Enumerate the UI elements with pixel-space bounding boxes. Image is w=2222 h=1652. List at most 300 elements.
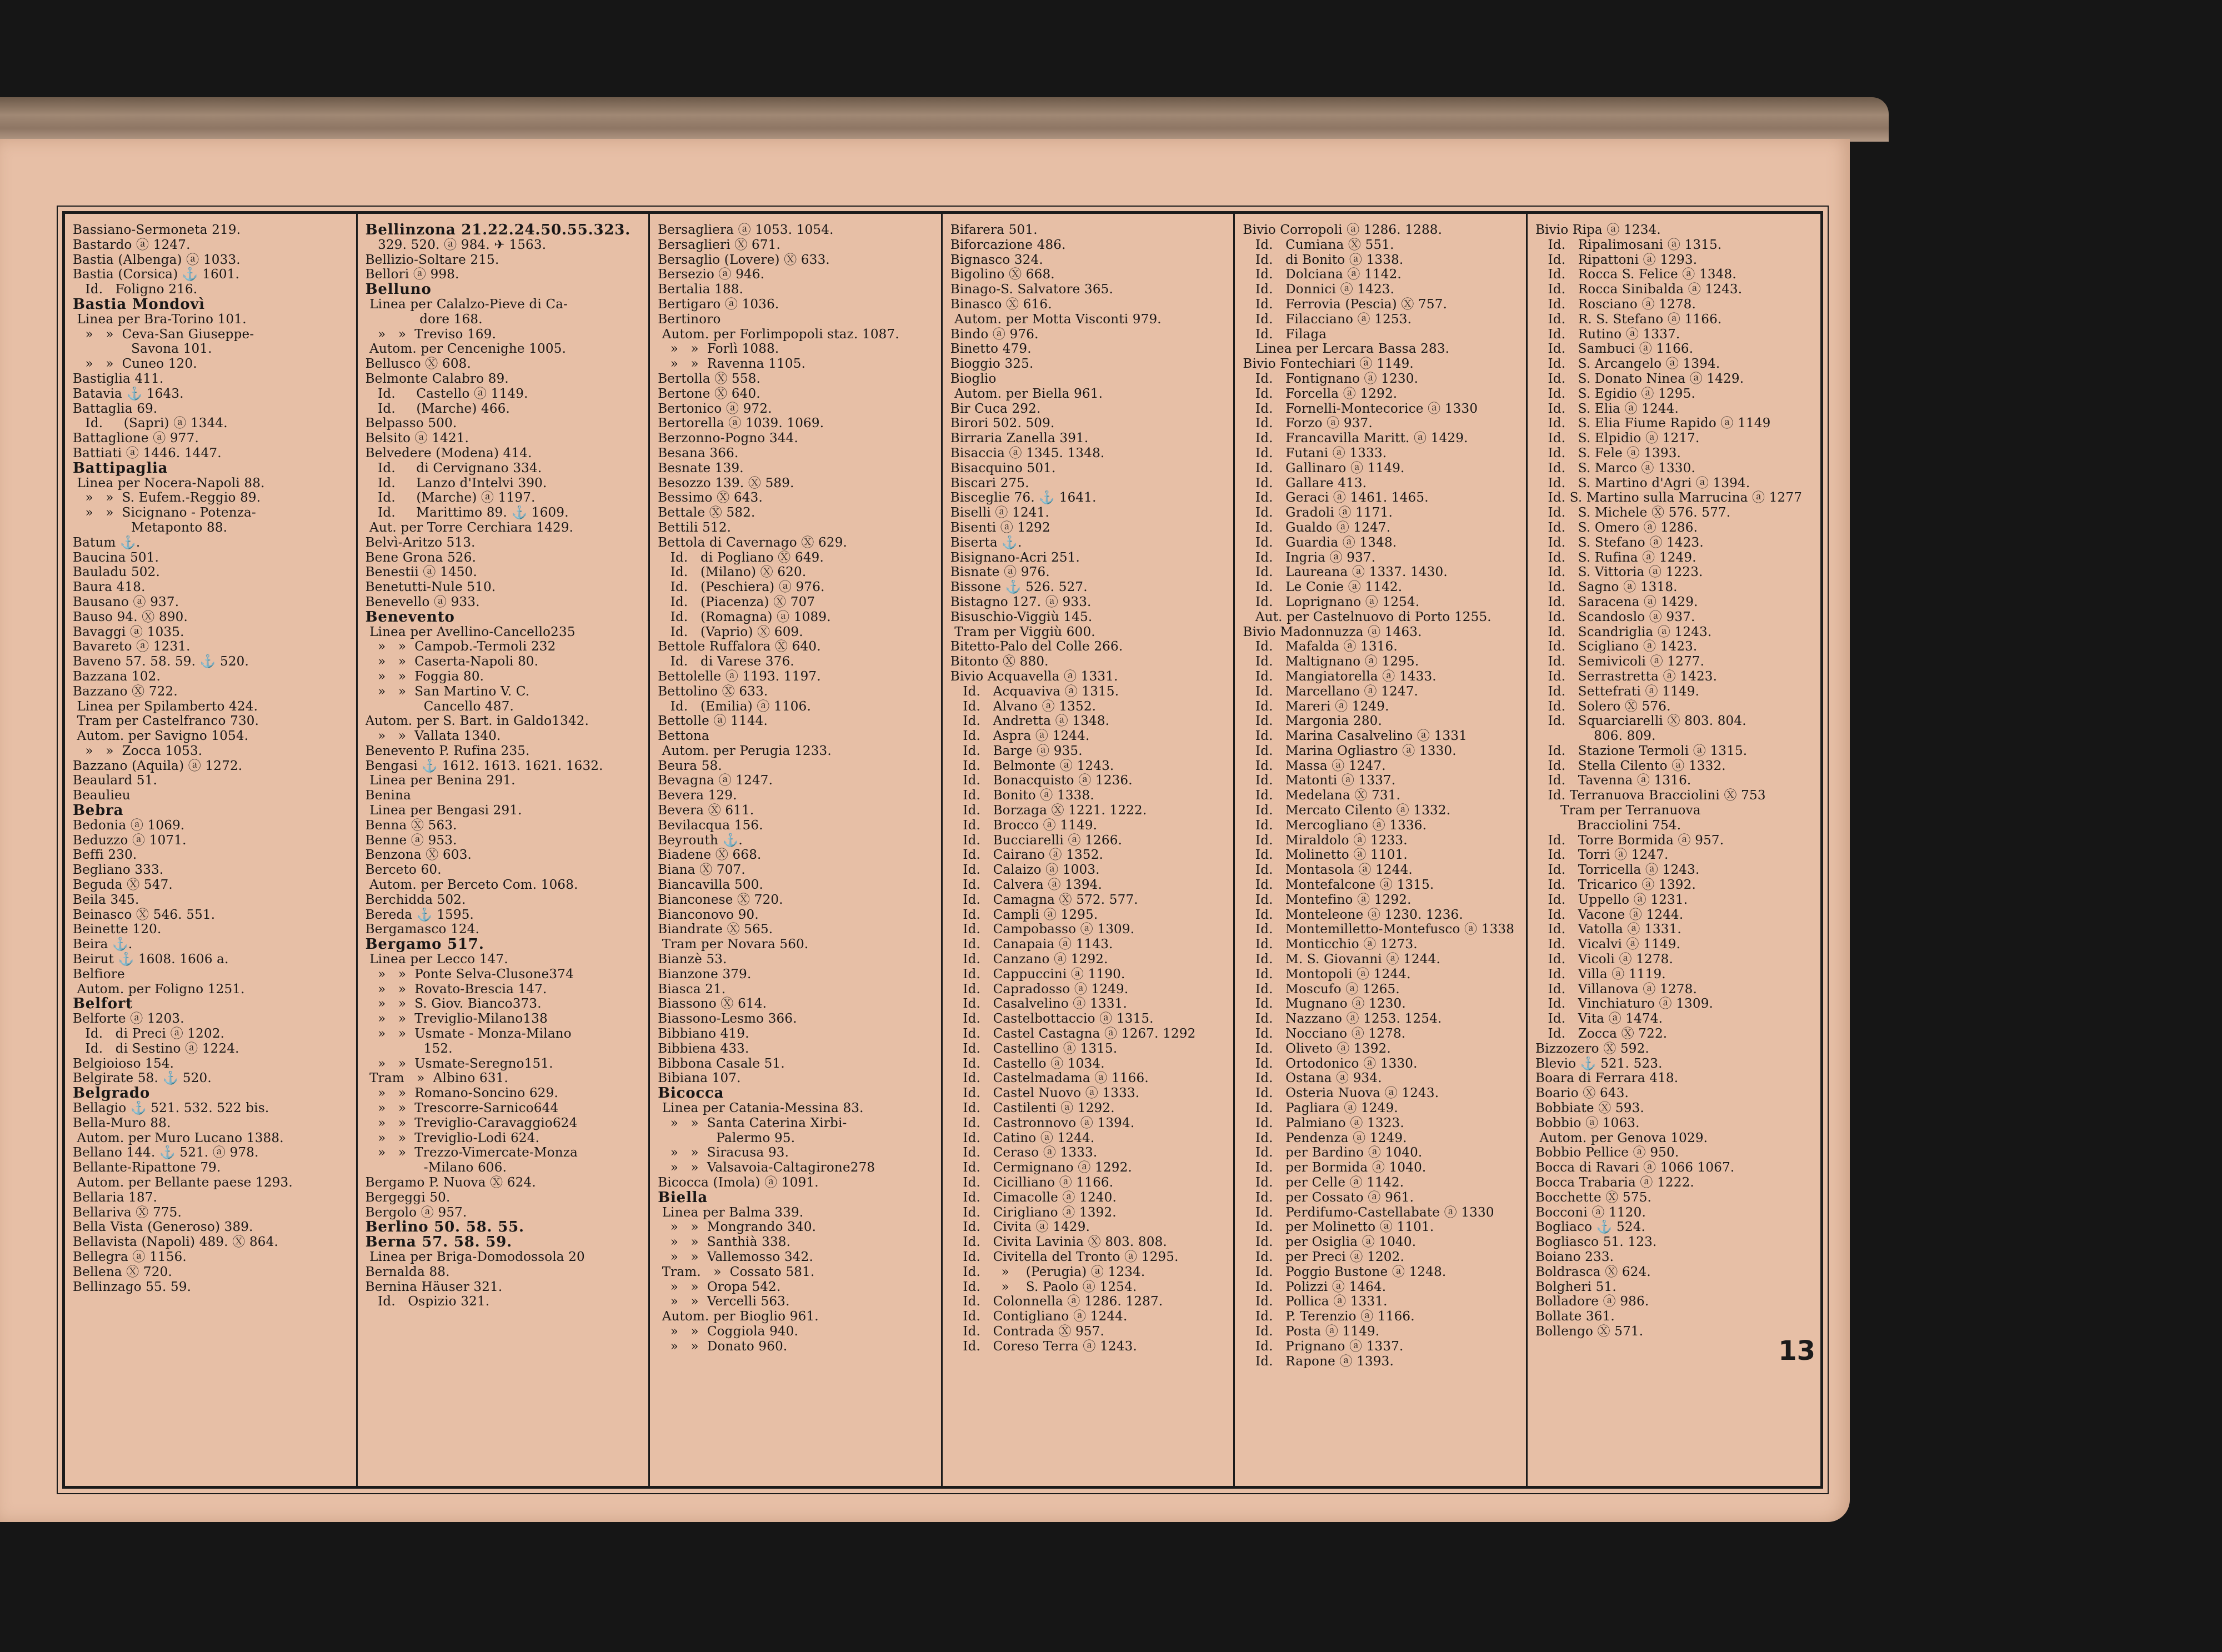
index-entry: Id. Castel Castagna ⓐ 1267. 1292 <box>950 1027 1196 1042</box>
index-entry: Id. (Peschiera) ⓐ 976. <box>658 580 825 595</box>
index-entry: Id. Coreso Terra ⓐ 1243. <box>950 1339 1137 1354</box>
index-entry: Belmonte Calabro 89. <box>365 371 509 386</box>
index-entry: Beaulieu <box>73 788 131 803</box>
index-entry: Id. Futani ⓐ 1333. <box>1243 445 1387 460</box>
index-entry: Autom. per Muro Lucano 1388. <box>73 1130 284 1145</box>
index-entry: Bisaccia ⓐ 1345. 1348. <box>950 445 1105 460</box>
index-entry: Bissone ⚓ 526. 527. <box>950 580 1088 595</box>
index-entry: Bellena Ⓧ 720. <box>73 1264 172 1279</box>
index-entry: » » Valsavoia-Caltagirone278 <box>658 1160 875 1175</box>
index-entry: Bassiano-Sermoneta 219. <box>73 223 241 237</box>
index-entry: Bollate 361. <box>1535 1309 1615 1324</box>
index-entry: Bocca di Ravari ⓐ 1066 1067. <box>1535 1160 1735 1175</box>
index-entry: Bertinoro <box>658 312 721 327</box>
index-entry: Id. Ceraso ⓐ 1333. <box>950 1145 1098 1160</box>
index-entry: Bianzè 53. <box>658 952 727 967</box>
index-entry: Tram » Albino 631. <box>365 1071 509 1086</box>
index-entry: » » Cuneo 120. <box>73 357 197 372</box>
index-entry: Id. Miraldolo ⓐ 1233. <box>1243 833 1408 848</box>
index-entry: Belpasso 500. <box>365 416 457 431</box>
place-heading: Biella <box>658 1190 708 1205</box>
index-entry: Besozzo 139. Ⓧ 589. <box>658 475 794 490</box>
index-entry: » » Zocca 1053. <box>73 743 203 758</box>
index-entry: Linea per Benina 291. <box>365 773 516 788</box>
index-entry: Id. Mugnano ⓐ 1230. <box>1243 997 1406 1012</box>
index-entry: Autom. per S. Bart. in Galdo1342. <box>365 714 589 729</box>
index-entry: Id. Matonti ⓐ 1337. <box>1243 773 1396 788</box>
index-entry: Batavia ⚓ 1643. <box>73 386 184 401</box>
index-entry: Tram per Viggiù 600. <box>950 624 1095 639</box>
index-entry: Id. per Bardino ⓐ 1040. <box>1243 1145 1423 1160</box>
index-entry: Bollengo Ⓧ 571. <box>1535 1324 1644 1339</box>
index-entry: Id. Canzano ⓐ 1292. <box>950 952 1108 967</box>
index-entry: Bersaglieri Ⓧ 671. <box>658 237 781 252</box>
index-entry: Benzona Ⓧ 603. <box>365 848 472 863</box>
index-entry: Id. Castelmadama ⓐ 1166. <box>950 1071 1149 1086</box>
index-entry: Id. per Osiglia ⓐ 1040. <box>1243 1235 1417 1250</box>
index-column-3 <box>650 214 943 1486</box>
index-columns <box>65 214 1820 1486</box>
index-entry: Linea per Nocera-Napoli 88. <box>73 475 265 490</box>
index-entry: Id. per Molinetto ⓐ 1101. <box>1243 1220 1434 1235</box>
index-entry: Bivio Acquavella ⓐ 1331. <box>950 669 1118 684</box>
index-entry: Biassono Ⓧ 614. <box>658 997 767 1012</box>
index-entry: Bertorella ⓐ 1039. 1069. <box>658 416 824 431</box>
index-entry: Birraria Zanella 391. <box>950 431 1089 446</box>
index-entry: Id. Pendenza ⓐ 1249. <box>1243 1130 1407 1145</box>
index-entry: Id. Scandoslo ⓐ 937. <box>1535 609 1695 624</box>
index-entry: Belfiore <box>73 967 125 982</box>
index-entry: Id. S. Vittoria ⓐ 1223. <box>1535 565 1703 580</box>
index-entry: » » Trezzo-Vimercate-Monza <box>365 1145 578 1160</box>
index-entry: Aut. per Castelnuovo di Porto 1255. <box>1243 609 1492 624</box>
index-entry: Bocca Trabaria ⓐ 1222. <box>1535 1175 1694 1190</box>
index-entry: » » Foggia 80. <box>365 669 484 684</box>
index-entry: Id. Moscufo ⓐ 1265. <box>1243 982 1400 997</box>
index-entry: Tram per Castelfranco 730. <box>73 714 259 729</box>
index-entry: -Milano 606. <box>365 1160 507 1175</box>
index-entry: Binasco Ⓧ 616. <box>950 297 1052 312</box>
index-entry: Id. Nazzano ⓐ 1253. 1254. <box>1243 1012 1442 1027</box>
index-entry: Bracciolini 754. <box>1535 818 1681 833</box>
timetable-page <box>0 139 1850 1522</box>
index-entry: Id. M. S. Giovanni ⓐ 1244. <box>1243 952 1441 967</box>
index-entry: Id. Fontignano ⓐ 1230. <box>1243 371 1419 386</box>
index-entry: Id. Pagliara ⓐ 1249. <box>1243 1101 1398 1116</box>
index-entry: Id. Rapone ⓐ 1393. <box>1243 1354 1394 1369</box>
index-entry: Id. per Bormida ⓐ 1040. <box>1243 1160 1427 1175</box>
place-heading: Berlino 50. 58. 55. <box>365 1220 524 1235</box>
index-entry: Battiati ⓐ 1446. 1447. <box>73 445 222 460</box>
index-entry: 329. 520. ⓐ 984. ✈ 1563. <box>365 237 547 252</box>
index-entry: Id. Tricarico ⓐ 1392. <box>1535 878 1696 893</box>
index-entry: Id. Marittimo 89. ⚓ 1609. <box>365 505 569 520</box>
index-entry: Beffi 230. <box>73 848 137 863</box>
index-entry: Id. S. Michele Ⓧ 576. 577. <box>1535 505 1731 520</box>
index-entry: Id. Castronnovo ⓐ 1394. <box>950 1115 1135 1130</box>
index-entry: Boara di Ferrara 418. <box>1535 1071 1679 1086</box>
index-entry: Bisceglie 76. ⚓ 1641. <box>950 490 1097 505</box>
index-entry: » » Mongrando 340. <box>658 1220 817 1235</box>
index-entry: Id. Nocciano ⓐ 1278. <box>1243 1027 1406 1042</box>
index-entry: Id. Serrastretta ⓐ 1423. <box>1535 669 1718 684</box>
index-entry: » » Usmate-Seregno151. <box>365 1056 553 1071</box>
index-entry: Blevio ⚓ 521. 523. <box>1535 1056 1663 1071</box>
index-entry: Id. S. Stefano ⓐ 1423. <box>1535 535 1704 550</box>
index-entry: Tram per Terranuova <box>1535 803 1701 818</box>
index-entry: Begliano 333. <box>73 863 164 878</box>
index-entry: Id. Villa ⓐ 1119. <box>1535 967 1666 982</box>
index-entry: Id. Marcellano ⓐ 1247. <box>1243 684 1419 699</box>
index-entry: Id. Bonacquisto ⓐ 1236. <box>950 773 1133 788</box>
index-entry: Id. S. Omero ⓐ 1286. <box>1535 520 1698 535</box>
index-entry: Bellusco Ⓧ 608. <box>365 357 471 372</box>
index-entry: Belvì-Aritzo 513. <box>365 535 476 550</box>
index-entry: Id. Terranuova Bracciolini Ⓧ 753 <box>1535 788 1766 803</box>
index-entry: » » Vallemosso 342. <box>658 1249 813 1264</box>
index-entry: Savona 101. <box>73 342 212 357</box>
index-entry: Id. Acquaviva ⓐ 1315. <box>950 684 1119 699</box>
index-entry: Bignasco 324. <box>950 252 1043 267</box>
index-entry: Bibbiano 419. <box>658 1027 749 1042</box>
index-entry: Id. Le Conie ⓐ 1142. <box>1243 580 1403 595</box>
index-entry: Bertalia 188. <box>658 282 744 297</box>
index-entry: Id. Forzo ⓐ 937. <box>1243 416 1373 431</box>
index-entry: Id. Canapaia ⓐ 1143. <box>950 937 1113 952</box>
index-entry: Bertolla Ⓧ 558. <box>658 371 761 386</box>
index-entry: Tram per Novara 560. <box>658 937 809 952</box>
index-entry: Id. Casalvelino ⓐ 1331. <box>950 997 1127 1012</box>
index-entry: Besana 366. <box>658 445 739 460</box>
index-entry: Id. Castilenti ⓐ 1292. <box>950 1101 1115 1116</box>
index-entry: Id. Andretta ⓐ 1348. <box>950 714 1110 729</box>
index-entry: Bisuschio-Viggiù 145. <box>950 609 1093 624</box>
index-entry: 806. 809. <box>1535 729 1656 744</box>
index-entry: Bibbona Casale 51. <box>658 1056 785 1071</box>
index-entry: Id. Campobasso ⓐ 1309. <box>950 922 1135 937</box>
index-entry: Id. di Cervignano 334. <box>365 460 542 475</box>
index-entry: Id. Torricella ⓐ 1243. <box>1535 863 1700 878</box>
index-entry: Id. Barge ⓐ 935. <box>950 743 1083 758</box>
index-entry: Id. Settefrati ⓐ 1149. <box>1535 684 1700 699</box>
index-entry: Linea per Spilamberto 424. <box>73 699 258 714</box>
index-entry: Bevera Ⓧ 611. <box>658 803 754 818</box>
index-entry: Linea per Bra-Torino 101. <box>73 312 247 327</box>
index-entry: Tram. » Cossato 581. <box>658 1264 815 1279</box>
index-entry: Autom. per Cencenighe 1005. <box>365 342 567 357</box>
index-entry: Bobbiate Ⓧ 593. <box>1535 1101 1644 1116</box>
index-entry: Bicocca (Imola) ⓐ 1091. <box>658 1175 819 1190</box>
place-heading: Bicocca <box>658 1086 724 1102</box>
index-entry: Id. S. Elia ⓐ 1244. <box>1535 401 1679 416</box>
index-entry: Bioglio <box>950 371 997 386</box>
index-entry: Id. Marina Ogliastro ⓐ 1330. <box>1243 743 1457 758</box>
index-entry: Battaglia 69. <box>73 401 158 416</box>
index-entry: Id. Rutino ⓐ 1337. <box>1535 327 1680 342</box>
index-entry: Id. Cappuccini ⓐ 1190. <box>950 967 1125 982</box>
index-entry: Bigolino Ⓧ 668. <box>950 267 1055 282</box>
index-entry: Id. Ripalimosani ⓐ 1315. <box>1535 237 1722 252</box>
index-entry: Benna Ⓧ 563. <box>365 818 457 833</box>
index-entry: Id. Sagno ⓐ 1318. <box>1535 580 1678 595</box>
index-entry: Id. Geraci ⓐ 1461. 1465. <box>1243 490 1429 505</box>
index-entry: Id. (Piacenza) Ⓧ 707 <box>658 594 815 609</box>
index-entry: Boldrasca Ⓧ 624. <box>1535 1264 1651 1279</box>
index-entry: Benetutti-Nule 510. <box>365 580 496 595</box>
index-entry: Bene Grona 526. <box>365 550 477 565</box>
index-entry: Id. Polizzi ⓐ 1464. <box>1243 1279 1387 1294</box>
index-entry: Id. Vita ⓐ 1474. <box>1535 1012 1663 1027</box>
index-entry: Id. Contrada Ⓧ 957. <box>950 1324 1105 1339</box>
index-entry: Linea per Bengasi 291. <box>365 803 522 818</box>
index-entry: Id. di Bonito ⓐ 1338. <box>1243 252 1404 267</box>
index-entry: Biancavilla 500. <box>658 878 764 893</box>
index-entry: Autom. per Motta Visconti 979. <box>950 312 1162 327</box>
index-entry: Baura 418. <box>73 580 146 595</box>
index-entry: Id. Civita Lavinia Ⓧ 803. 808. <box>950 1235 1167 1250</box>
index-entry: Id. Margonia 280. <box>1243 714 1382 729</box>
index-entry: Id. S. Rufina ⓐ 1249. <box>1535 550 1696 565</box>
index-entry: Beinette 120. <box>73 922 162 937</box>
index-entry: Id. Montefalcone ⓐ 1315. <box>1243 878 1434 893</box>
index-entry: Bobbio Pellice ⓐ 950. <box>1535 1145 1679 1160</box>
index-entry: Id. Brocco ⓐ 1149. <box>950 818 1098 833</box>
index-entry: Id. Ortodonico ⓐ 1330. <box>1243 1056 1418 1071</box>
index-entry: Id. Oliveto ⓐ 1392. <box>1243 1041 1391 1056</box>
index-entry: Bitonto Ⓧ 880. <box>950 654 1049 669</box>
index-entry: Bastia (Albenga) ⓐ 1033. <box>73 252 241 267</box>
index-entry: 152. <box>365 1041 453 1056</box>
index-entry: Id. Marina Casalvelino ⓐ 1331 <box>1243 729 1467 744</box>
index-entry: Biassono-Lesmo 366. <box>658 1012 797 1027</box>
index-entry: Id. Cimacolle ⓐ 1240. <box>950 1190 1117 1205</box>
index-entry: Id. Saracena ⓐ 1429. <box>1535 594 1698 609</box>
index-entry: Bisignano-Acri 251. <box>950 550 1080 565</box>
index-entry: Bolladore ⓐ 986. <box>1535 1294 1649 1309</box>
index-entry: Id. Donnici ⓐ 1423. <box>1243 282 1395 297</box>
index-entry: Berceto 60. <box>365 863 442 878</box>
index-entry: Id. Rocca S. Felice ⓐ 1348. <box>1535 267 1736 282</box>
index-entry: » » Donato 960. <box>658 1339 788 1354</box>
index-entry: Birori 502. 509. <box>950 416 1055 431</box>
index-entry: Beaulard 51. <box>73 773 158 788</box>
index-entry: Benevento P. Rufina 235. <box>365 743 530 758</box>
index-entry: Id. Castello ⓐ 1149. <box>365 386 528 401</box>
index-entry: Linea per Catania-Messina 83. <box>658 1101 864 1116</box>
index-entry: Id. Vicalvi ⓐ 1149. <box>1535 937 1681 952</box>
index-entry: Berchidda 502. <box>365 892 466 907</box>
index-entry: » » Campob.-Termoli 232 <box>365 639 556 654</box>
index-column-1 <box>65 214 358 1486</box>
index-entry: Id. Loprignano ⓐ 1254. <box>1243 594 1420 609</box>
index-entry: Bianzone 379. <box>658 967 752 982</box>
index-entry: » » Ponte Selva-Clusone374 <box>365 967 574 982</box>
index-entry: Id. Laureana ⓐ 1337. 1430. <box>1243 565 1448 580</box>
index-entry: Bir Cuca 292. <box>950 401 1041 416</box>
index-entry: Bergolo ⓐ 957. <box>365 1205 467 1220</box>
index-entry: Beduzzo ⓐ 1071. <box>73 833 187 848</box>
page-edge <box>0 97 1889 142</box>
index-entry: Id. Cumiana Ⓧ 551. <box>1243 237 1394 252</box>
index-entry: Id. Mafalda ⓐ 1316. <box>1243 639 1398 654</box>
index-entry: Bianconese Ⓧ 720. <box>658 892 783 907</box>
index-entry: » » Ceva-San Giuseppe- <box>73 327 254 342</box>
index-entry: Beila 345. <box>73 892 139 907</box>
index-entry: Bazzano Ⓧ 722. <box>73 684 178 699</box>
index-entry: Id. P. Terenzio ⓐ 1166. <box>1243 1309 1415 1324</box>
index-entry: Linea per Balma 339. <box>658 1205 804 1220</box>
index-entry: Bistagno 127. ⓐ 933. <box>950 594 1092 609</box>
place-heading: Bellinzona 21.22.24.50.55.323. <box>365 223 631 238</box>
index-entry: Id. Rocca Sinibalda ⓐ 1243. <box>1535 282 1743 297</box>
index-entry: Id. Castel Nuovo ⓐ 1333. <box>950 1086 1140 1101</box>
index-entry: Id. Cermignano ⓐ 1292. <box>950 1160 1132 1175</box>
index-entry: Bereda ⚓ 1595. <box>365 907 474 922</box>
index-entry: Id. Ferrovia (Pescia) Ⓧ 757. <box>1243 297 1448 312</box>
index-entry: Id. Cairano ⓐ 1352. <box>950 848 1104 863</box>
index-entry: Cancello 487. <box>365 699 514 714</box>
index-entry: Id. Semivicoli ⓐ 1277. <box>1535 654 1705 669</box>
index-entry: Beira ⚓. <box>73 937 133 952</box>
index-entry: Bianconovo 90. <box>658 907 759 922</box>
index-entry: Id. Calaizo ⓐ 1003. <box>950 863 1100 878</box>
index-entry: » » Rovato-Brescia 147. <box>365 982 547 997</box>
index-entry: Bettili 512. <box>658 520 732 535</box>
index-entry: Biana Ⓧ 707. <box>658 863 745 878</box>
index-entry: Id. Belmonte ⓐ 1243. <box>950 758 1114 773</box>
index-entry: » » Sicignano - Potenza- <box>73 505 256 520</box>
index-entry: Metaponto 88. <box>73 520 228 535</box>
index-entry: Id. Posta ⓐ 1149. <box>1243 1324 1380 1339</box>
index-entry: Id. Molinetto ⓐ 1101. <box>1243 848 1408 863</box>
index-entry: Id. S. Elpidio ⓐ 1217. <box>1535 431 1700 446</box>
index-entry: Biserta ⚓. <box>950 535 1022 550</box>
index-entry: Bobbio ⓐ 1063. <box>1535 1115 1640 1130</box>
index-entry: Bettolelle ⓐ 1193. 1197. <box>658 669 821 684</box>
index-entry: Bauladu 502. <box>73 565 160 580</box>
index-entry: Autom. per Bellante paese 1293. <box>73 1175 293 1190</box>
index-entry: Bevera 129. <box>658 788 737 803</box>
index-entry: Linea per Lercara Bassa 283. <box>1243 342 1450 357</box>
index-entry: Bettolino Ⓧ 633. <box>658 684 768 699</box>
index-entry: Autom. per Foligno 1251. <box>73 982 245 997</box>
index-entry: Bindo ⓐ 976. <box>950 327 1039 342</box>
index-entry: Bibiana 107. <box>658 1071 741 1086</box>
index-entry: Bitetto-Palo del Colle 266. <box>950 639 1123 654</box>
index-entry: Linea per Briga-Domodossola 20 <box>365 1249 585 1264</box>
place-heading: Belluno <box>365 282 432 297</box>
index-entry: Bernalda 88. <box>365 1264 450 1279</box>
index-entry: Benestii ⓐ 1450. <box>365 565 477 580</box>
index-entry: Id. Squarciarelli Ⓧ 803. 804. <box>1535 714 1746 729</box>
index-entry: Id. Uppello ⓐ 1231. <box>1535 892 1688 907</box>
index-entry: Id. Forcella ⓐ 1292. <box>1243 386 1398 401</box>
index-entry: Id. Maltignano ⓐ 1295. <box>1243 654 1419 669</box>
index-entry: Id. Mercato Cilento ⓐ 1332. <box>1243 803 1451 818</box>
index-entry: Biadene Ⓧ 668. <box>658 848 762 863</box>
index-entry: » » Siracusa 93. <box>658 1145 789 1160</box>
index-entry: Bellariva Ⓧ 775. <box>73 1205 182 1220</box>
index-entry: Bastia (Corsica) ⚓ 1601. <box>73 267 240 282</box>
index-entry: Id. Borzaga Ⓧ 1221. 1222. <box>950 803 1147 818</box>
index-entry: Id. Scigliano ⓐ 1423. <box>1535 639 1698 654</box>
index-entry: Palermo 95. <box>658 1130 795 1145</box>
index-entry: Id. Scandriglia ⓐ 1243. <box>1535 624 1712 639</box>
index-entry: Baucina 501. <box>73 550 159 565</box>
index-entry: Id. (Emilia) ⓐ 1106. <box>658 699 811 714</box>
index-entry: Benevello ⓐ 933. <box>365 594 480 609</box>
index-entry: Bibbiena 433. <box>658 1041 749 1056</box>
index-entry: Id. Fornelli-Montecorice ⓐ 1330 <box>1243 401 1478 416</box>
index-entry: Id. (Vaprio) Ⓧ 609. <box>658 624 803 639</box>
index-entry: » » S. Giov. Bianco373. <box>365 997 542 1012</box>
index-entry: Id. » S. Paolo ⓐ 1254. <box>950 1279 1137 1294</box>
index-entry: Bettole Ruffalora Ⓧ 640. <box>658 639 821 654</box>
index-entry: Id. Gradoli ⓐ 1171. <box>1243 505 1393 520</box>
index-entry: Boario Ⓧ 643. <box>1535 1086 1629 1101</box>
index-entry: Bauso 94. Ⓧ 890. <box>73 609 188 624</box>
index-entry: » » Treviglio-Lodi 624. <box>365 1130 540 1145</box>
index-entry: Binago-S. Salvatore 365. <box>950 282 1114 297</box>
place-heading: Benevento <box>365 609 455 625</box>
index-entry: » » Treviso 169. <box>365 327 497 342</box>
index-column-2 <box>358 214 650 1486</box>
index-entry: Berzonno-Pogno 344. <box>658 431 799 446</box>
index-entry: Id. (Romagna) ⓐ 1089. <box>658 609 831 624</box>
index-entry: Id. S. Egidio ⓐ 1295. <box>1535 386 1695 401</box>
index-entry: Bergamo P. Nuova Ⓧ 624. <box>365 1175 536 1190</box>
index-entry: Id. Stazione Termoli ⓐ 1315. <box>1535 743 1748 758</box>
index-entry: Bivio Ripa ⓐ 1234. <box>1535 223 1661 237</box>
index-column-5 <box>1235 214 1528 1486</box>
place-heading: Battipaglia <box>73 460 168 476</box>
index-entry: Bettale Ⓧ 582. <box>658 505 755 520</box>
index-entry: Benina <box>365 788 412 803</box>
index-entry: Bellizio-Soltare 215. <box>365 252 499 267</box>
index-entry: Bogliaco ⚓ 524. <box>1535 1220 1646 1235</box>
index-entry: Id. Montopoli ⓐ 1244. <box>1243 967 1411 982</box>
index-entry: Id. Camagna Ⓧ 572. 577. <box>950 892 1138 907</box>
index-entry: Id. Vinchiaturo ⓐ 1309. <box>1535 997 1714 1012</box>
index-entry: Id. S. Martino d'Agri ⓐ 1394. <box>1535 475 1750 490</box>
index-entry: Id. Mangiatorella ⓐ 1433. <box>1243 669 1437 684</box>
index-entry: Belgirate 58. ⚓ 520. <box>73 1071 212 1086</box>
index-entry: Bertone Ⓧ 640. <box>658 386 760 401</box>
index-entry: Id. Campli ⓐ 1295. <box>950 907 1098 922</box>
index-entry: Bellori ⓐ 998. <box>365 267 459 282</box>
index-entry: Id. (Marche) 466. <box>365 401 511 416</box>
index-entry: » » Trescorre-Sarnico644 <box>365 1101 559 1116</box>
index-entry: Besnate 139. <box>658 460 744 475</box>
index-entry: Id. S. Donato Ninea ⓐ 1429. <box>1535 371 1744 386</box>
place-heading: Bastia Mondovì <box>73 297 205 312</box>
index-entry: Bellaria 187. <box>73 1190 158 1205</box>
index-entry: Id. Alvano ⓐ 1352. <box>950 699 1097 714</box>
index-entry: Id. di Sestino ⓐ 1224. <box>73 1041 239 1056</box>
index-entry: Bellagio ⚓ 521. 532. 522 bis. <box>73 1101 269 1116</box>
index-entry: Bersagliera ⓐ 1053. 1054. <box>658 223 834 237</box>
index-entry: Id. R. S. Stefano ⓐ 1166. <box>1535 312 1722 327</box>
index-entry: Id. Calvera ⓐ 1394. <box>950 878 1103 893</box>
index-entry: Id. Civitella del Tronto ⓐ 1295. <box>950 1249 1179 1264</box>
index-entry: » » Santa Caterina Xirbi- <box>658 1115 847 1130</box>
index-entry: » » Caserta-Napoli 80. <box>365 654 539 669</box>
index-entry: » » Oropa 542. <box>658 1279 781 1294</box>
index-entry: Autom. per Genova 1029. <box>1535 1130 1708 1145</box>
index-entry: Bizzozero Ⓧ 592. <box>1535 1041 1649 1056</box>
index-entry: » » Vallata 1340. <box>365 729 501 744</box>
index-entry: Belvedere (Modena) 414. <box>365 445 532 460</box>
